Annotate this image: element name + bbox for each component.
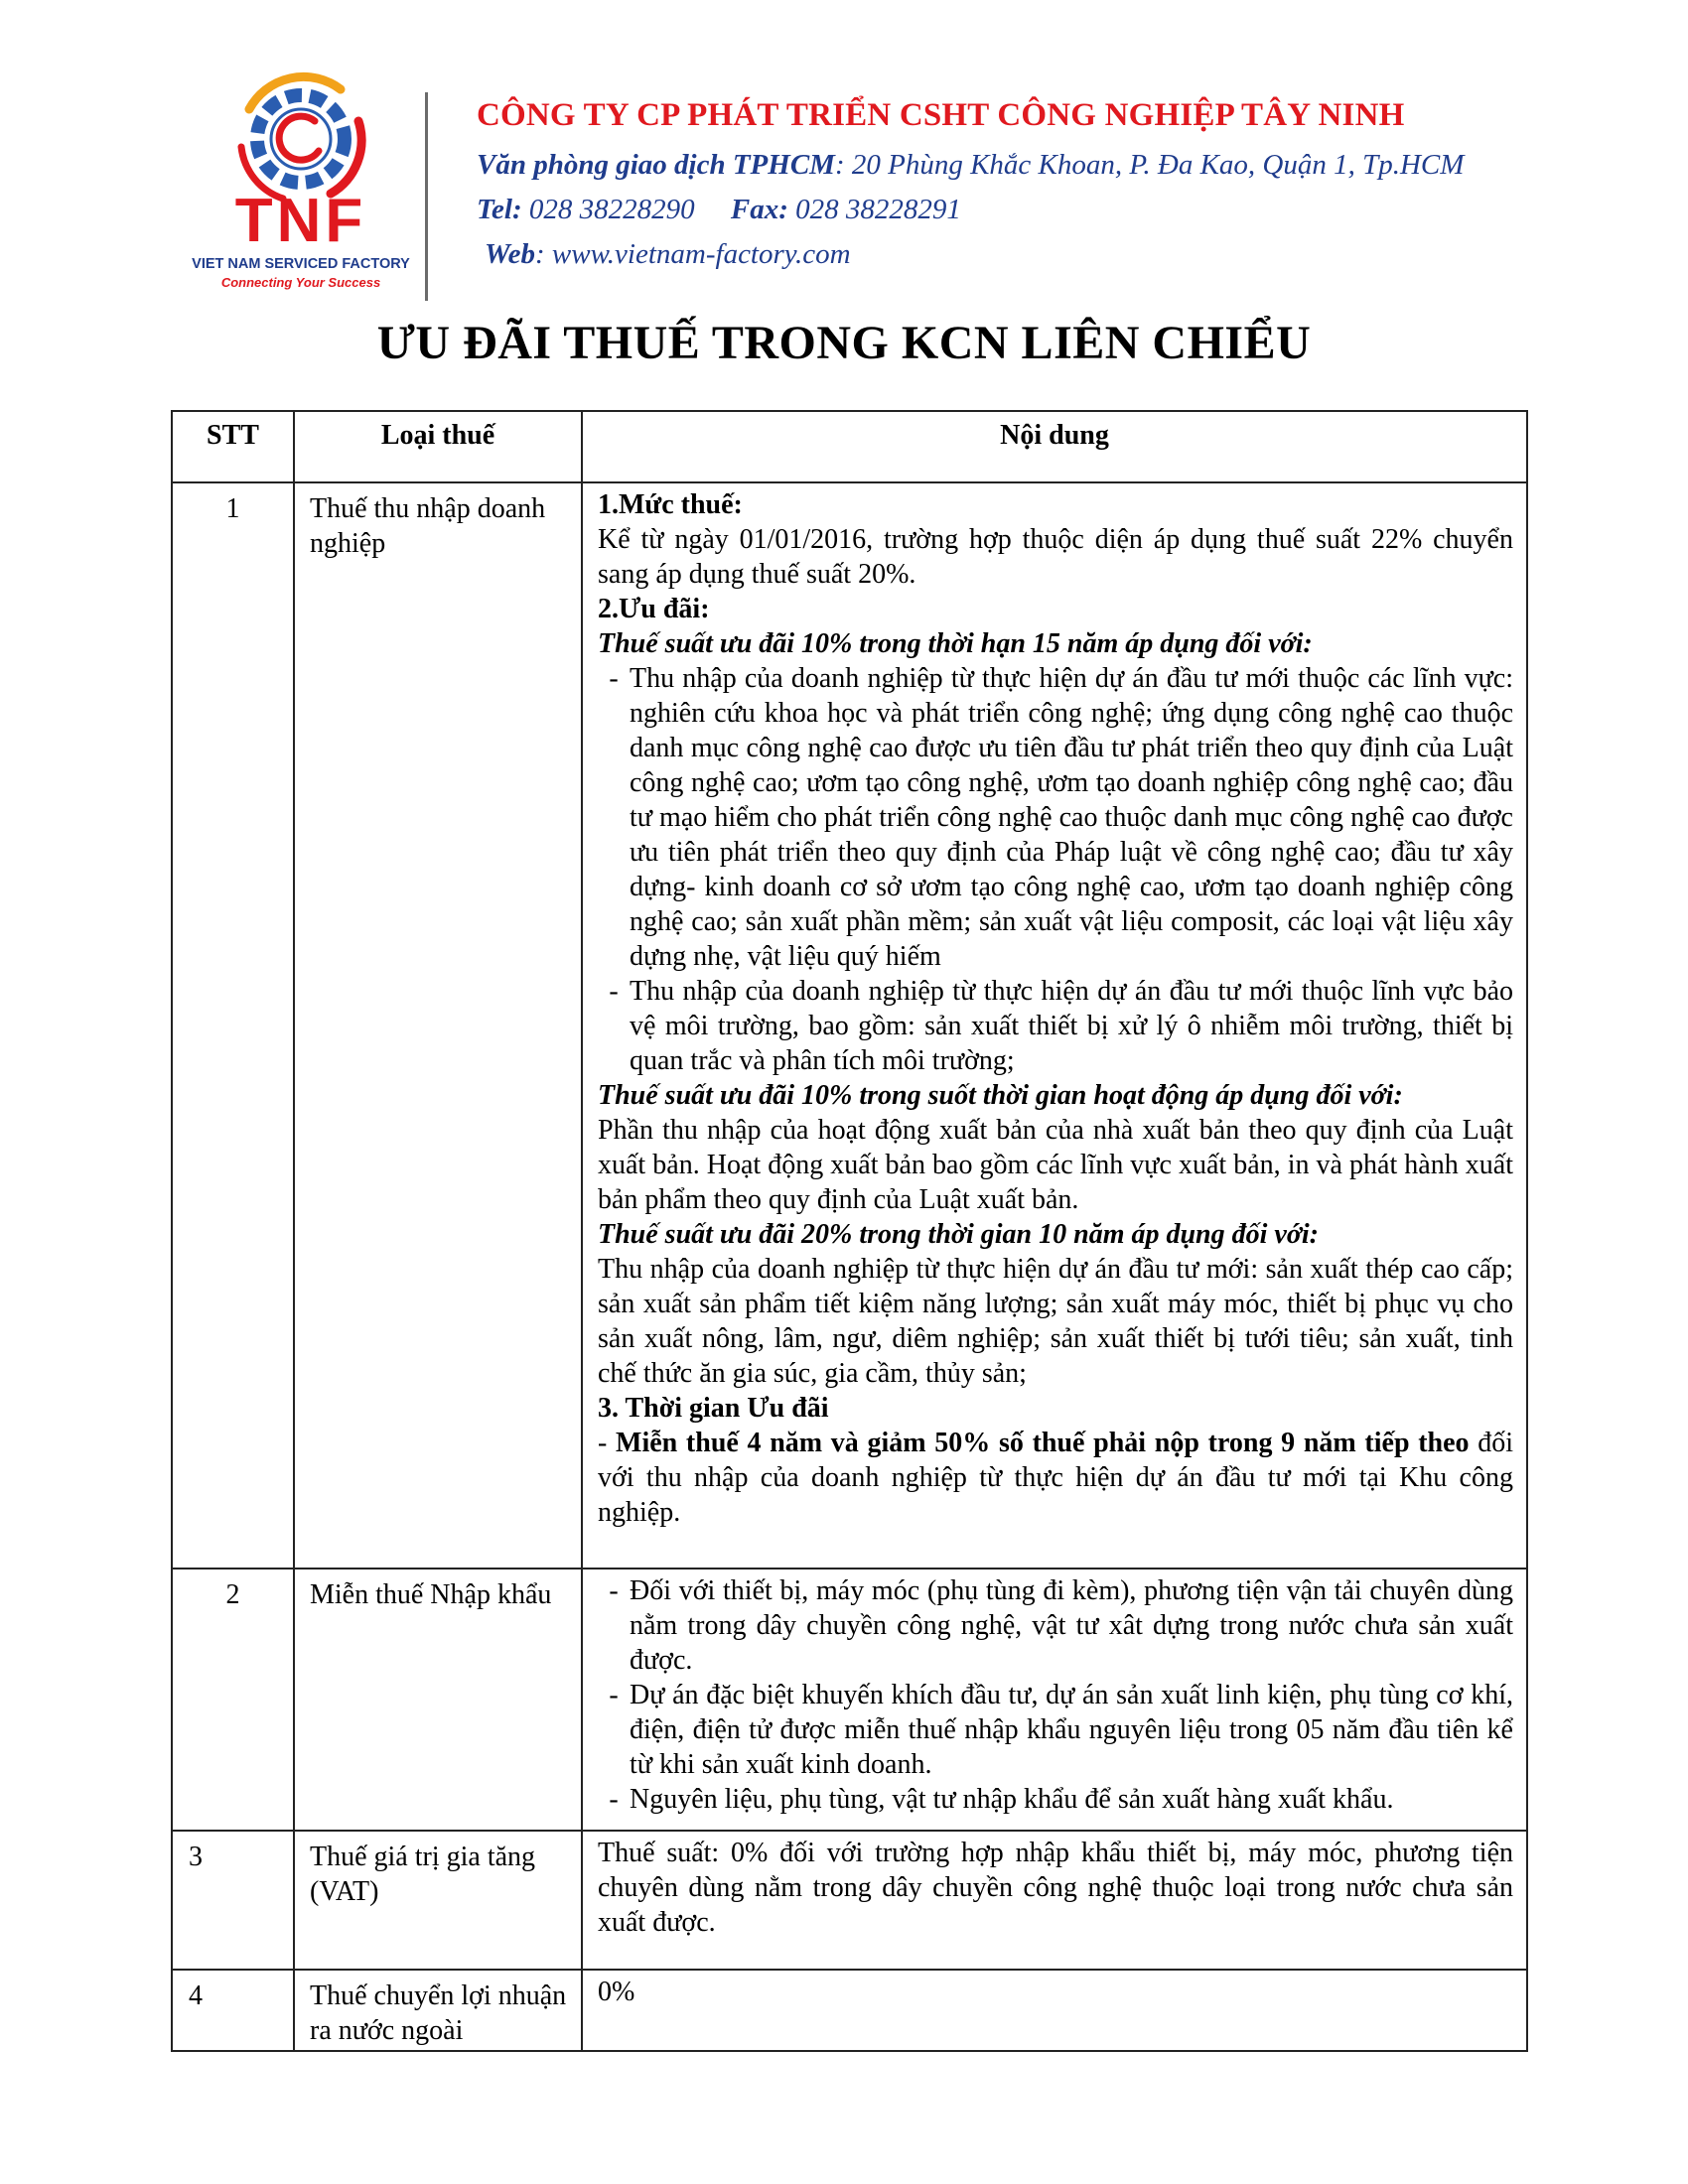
table-row xyxy=(172,1569,1527,1831)
table-row xyxy=(172,1970,1527,2051)
tax-content xyxy=(582,1569,1527,1831)
page-title: ƯU ĐÃI THUẾ TRONG KCN LIÊN CHIỂU xyxy=(376,317,1312,369)
office-address: : 20 Phùng Khắc Khoan, P. Đa Kao, Quận 1, Tp.HCM xyxy=(834,149,1465,181)
section-heading: 1.Mức thuế: xyxy=(598,489,743,520)
web-label: Web xyxy=(485,238,536,270)
fax-number: 028 38228291 xyxy=(795,194,961,225)
list-item: - Thu nhập của doanh nghiệp từ thực hiện dự án đầu tư mới thuộc các lĩnh vực: nghiên cứu khoa học và phát triển công nghệ; ứng dụng công nghệ cao thuộc danh mục công nghệ cao được ưu tiên đầu tư phát triển theo quy định của Luật công nghệ cao; ươm tạo công nghệ, ươm tạo doanh nghiệp công nghệ cao; đầu tư mạo hiểm cho phát triển công nghệ cao thuộc danh mục công nghệ cao được ưu tiên phát triển theo quy định của Pháp luật về công nghệ cao; đầu tư xây dựng- kinh doanh cơ sở ươm tạo công nghệ cao, ươm tạo doanh nghiệp công nghệ cao; sản xuất phần mềm; sản xuất vật liệu composit, các loại vật liệu xây dựng nhẹ, vật liệu quý hiếm xyxy=(609,663,1513,972)
list-item-text: Dự án đặc biệt khuyến khích đầu tư, dự án sản xuất linh kiện, phụ tùng cơ khí, điện, điện tử được miễn thuế nhập khẩu nguyên liệu trong 05 năm đầu tiên kể từ khi sản xuất kinh doanh. xyxy=(630,1680,1513,1780)
list-item: - Dự án đặc biệt khuyến khích đầu tư, dự án sản xuất linh kiện, phụ tùng cơ khí, điện, điện tử được miễn thuế nhập khẩu nguyên liệu trong 05 năm đầu tiên kể từ khi sản xuất kinh doanh. xyxy=(609,1680,1513,1780)
paragraph: Phần thu nhập của hoạt động xuất bản của nhà xuất bản theo quy định của Luật xuất bản. Hoạt động xuất bản bao gồm các lĩnh vực xuất bản, in và phát hành xuất bản phẩm theo quy định của Luật xuất bản. xyxy=(598,1115,1513,1215)
tax-type: Thuế chuyển lợi nhuận ra nước ngoài xyxy=(294,1970,582,2051)
header-tax-type: Loại thuế xyxy=(294,411,582,482)
section-heading: 3. Thời gian Ưu đãi xyxy=(598,1393,829,1424)
subheading: Thuế suất ưu đãi 10% trong thời hạn 15 năm áp dụng đối với: xyxy=(598,628,1313,659)
bold-phrase: Miễn thuế 4 năm và giảm 50% số thuế phải nộp trong 9 năm tiếp theo xyxy=(616,1428,1470,1458)
table-row xyxy=(172,482,1527,1569)
tax-content xyxy=(582,482,1527,1569)
web-url[interactable]: : www.vietnam-factory.com xyxy=(535,238,851,270)
list-item-text: Thu nhập của doanh nghiệp từ thực hiện dự án đầu tư mới thuộc các lĩnh vực: nghiên cứu khoa học và phát triển công nghệ; ứng dụng công nghệ cao thuộc danh mục công nghệ cao được ưu tiên đầu tư phát triển theo quy định của Luật công nghệ cao; ươm tạo công nghệ, ươm tạo doanh nghiệp công nghệ cao; đầu tư mạo hiểm cho phát triển công nghệ cao thuộc danh mục công nghệ cao được ưu tiên phát triển theo quy định của Pháp luật về công nghệ cao; đầu tư xây dựng- kinh doanh cơ sở ươm tạo công nghệ cao, ươm tạo doanh nghiệp công nghệ cao; sản xuất phần mềm; sản xuất vật liệu composit, các loại vật liệu xây dựng nhẹ, vật liệu quý hiếm xyxy=(630,663,1513,972)
company-name: CÔNG TY CP PHÁT TRIỂN CSHT CÔNG NGHIỆP TÂY NINH xyxy=(477,97,1405,133)
dash-mark: - xyxy=(598,1428,617,1458)
paragraph: Thu nhập của doanh nghiệp từ thực hiện dự án đầu tư mới: sản xuất thép cao cấp; sản xuất sản phẩm tiết kiệm năng lượng; sản xuất máy móc, thiết bị phục vụ cho sản xuất nông, lâm, ngư, diêm nghiệp; sản xuất thiết bị tưới tiêu; sản xuất, tinh chế thức ăn gia súc, gia cầm, thủy sản; xyxy=(598,1254,1513,1389)
section-heading: 2.Ưu đãi: xyxy=(598,594,710,624)
office-label: Văn phòng giao dịch TPHCM xyxy=(477,149,835,181)
tax-type: Thuế thu nhập doanh nghiệp xyxy=(294,482,582,1569)
web-line xyxy=(485,238,851,271)
table-header-row xyxy=(172,411,1527,482)
table-row xyxy=(172,1831,1527,1970)
company-logo xyxy=(187,62,415,295)
row-number: 2 xyxy=(172,1569,294,1831)
list-item-text: Thu nhập của doanh nghiệp từ thực hiện dự án đầu tư mới thuộc lĩnh vực bảo vệ môi trường, bao gồm: sản xuất thiết bị xử lý ô nhiễm môi trường, thiết bị quan trắc và phân tích môi trường; xyxy=(630,976,1513,1076)
tel-label: Tel: xyxy=(477,194,522,225)
paragraph-rest: đối với thu nhập của doanh nghiệp từ thực hiện dự án đầu tư mới tại Khu công nghiệp. xyxy=(598,1428,1514,1528)
logo-tagline: Connecting Your Success xyxy=(220,275,381,290)
header-stt: STT xyxy=(172,411,294,482)
header-divider xyxy=(425,92,428,301)
tax-type: Thuế giá trị gia tăng (VAT) xyxy=(294,1831,582,1970)
tax-content: 0% xyxy=(582,1970,1527,2051)
office-line xyxy=(477,149,1464,182)
tel-number: 028 38228290 xyxy=(528,194,695,225)
list-item-text: Đối với thiết bị, máy móc (phụ tùng đi kèm), phương tiện vận tải chuyên dùng nằm trong dây chuyền công nghệ, vật tư xât dựng trong nước chưa sản xuất được. xyxy=(630,1575,1513,1676)
paragraph xyxy=(598,1426,1513,1530)
subheading: Thuế suất ưu đãi 10% trong suốt thời gian hoạt động áp dụng đối với: xyxy=(598,1080,1403,1111)
list-item: - Thu nhập của doanh nghiệp từ thực hiện dự án đầu tư mới thuộc lĩnh vực bảo vệ môi trường, bao gồm: sản xuất thiết bị xử lý ô nhiễm môi trường, thiết bị quan trắc và phân tích môi trường; xyxy=(609,976,1513,1076)
fax-label: Fax: xyxy=(730,194,788,225)
list-item: - Đối với thiết bị, máy móc (phụ tùng đi kèm), phương tiện vận tải chuyên dùng nằm trong dây chuyền công nghệ, vật tư xât dựng trong nước chưa sản xuất được. xyxy=(609,1575,1513,1676)
paragraph: Kể từ ngày 01/01/2016, trường hợp thuộc diện áp dụng thuế suất 22% chuyển sang áp dụng thuế suất 20%. xyxy=(598,524,1513,590)
tax-incentive-table xyxy=(171,410,1528,2052)
list-item-text: Nguyên liệu, phụ tùng, vật tư nhập khẩu để sản xuất hàng xuất khẩu. xyxy=(630,1784,1394,1815)
tax-type: Miễn thuế Nhập khẩu xyxy=(294,1569,582,1831)
contact-line xyxy=(477,194,961,226)
row-number: 1 xyxy=(172,482,294,1569)
row-number: 3 xyxy=(172,1831,294,1970)
header-content: Nội dung xyxy=(582,411,1527,482)
logo-text: TNF xyxy=(234,187,367,255)
list-item: - Nguyên liệu, phụ tùng, vật tư nhập khẩu để sản xuất hàng xuất khẩu. xyxy=(598,1782,1513,1817)
logo-subtitle: VIET NAM SERVICED FACTORY xyxy=(192,256,410,272)
tax-content: Thuế suất: 0% đối với trường hợp nhập khẩu thiết bị, máy móc, phương tiện chuyên dùng nằm trong dây chuyền công nghệ thuộc loại trong nước chưa sản xuất được. xyxy=(582,1831,1527,1970)
row-number: 4 xyxy=(172,1970,294,2051)
subheading: Thuế suất ưu đãi 20% trong thời gian 10 năm áp dụng đối với: xyxy=(598,1219,1319,1250)
